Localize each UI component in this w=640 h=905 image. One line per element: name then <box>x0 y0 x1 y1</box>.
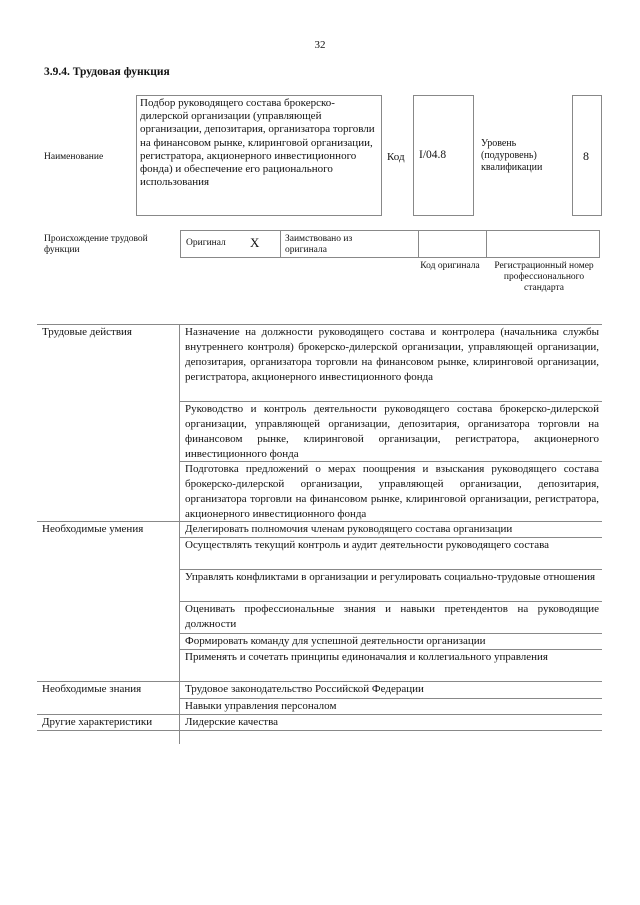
name-value: Подбор руководящего состава брокерско-дилерской организации (управляющей организации, депозитария, организатора торговли на финансовом рынке, клиринговой организации, регистратора, акционерного инвестиционного фонда) и обеспечение его рационального использования <box>140 97 375 189</box>
skill-item: Оценивать профессиональные знания и навыки претендентов на руководящие должности <box>185 603 599 630</box>
knowledge-item: Трудовое законодательство Российской Федерации <box>185 683 424 695</box>
code-original-label: Код оригинала <box>420 261 480 271</box>
skill-item: Делегировать полномочия членам руководящего состава организации <box>185 523 513 535</box>
borrowed-label: Заимствовано из оригинала <box>285 234 353 255</box>
original-label: Оригинал <box>186 238 226 248</box>
level-value: 8 <box>583 149 589 163</box>
labor-actions-label: Трудовые действия <box>42 326 132 338</box>
section-title: 3.9.4. Трудовая функция <box>44 66 170 78</box>
knowledge-label: Необходимые знания <box>42 683 142 695</box>
labor-function-table <box>37 324 602 744</box>
name-label: Наименование <box>44 152 104 162</box>
origin-table <box>180 230 600 258</box>
level-label: Уровень (подуровень) квалификации <box>481 138 543 173</box>
reg-number-label: Регистрационный номер профессионального стандарта <box>494 261 594 293</box>
other-item: Лидерские качества <box>185 716 279 728</box>
skill-item: Управлять конфликтами в организации и регулировать социально-трудовые отношения <box>185 571 596 583</box>
code-value: I/04.8 <box>419 149 447 161</box>
knowledge-item: Навыки управления персоналом <box>185 700 337 712</box>
skills-label: Необходимые умения <box>42 523 144 535</box>
page-number: 32 <box>314 39 326 51</box>
labor-action-item: Руководство и контроль деятельности руководящего состава брокерско-дилерской организации, управляющей организации, депозитария, организатора торговли на финансовом рынке, клиринговой организации, регистратора, акционерного инвестиционного фонда <box>185 403 599 460</box>
other-label: Другие характеристики <box>42 716 153 728</box>
skill-item: Формировать команду для успешной деятельности организации <box>185 635 486 647</box>
original-mark: X <box>250 235 260 250</box>
labor-action-item: Назначение на должности руководящего состава и контролера (начальника службы внутреннего контроля) брокерско-дилерской организации, управляющей организации, депозитария, организатора торговли на финансовом рынке, клиринговой организации, регистратора, акционерного инвестиционного фонда <box>185 326 599 383</box>
skill-item: Осуществлять текущий контроль и аудит деятельности руководящего состава <box>185 539 550 551</box>
skill-item: Применять и сочетать принципы единоначалия и коллегиального управления <box>185 651 548 663</box>
origin-label: Происхождение трудовой функции <box>44 234 148 255</box>
code-label: Код <box>387 151 405 163</box>
labor-action-item: Подготовка предложений о мерах поощрения и взыскания руководящего состава брокерско-дилерской организации, управляющей организации, депозитария, организатора торговли на финансовом рынке, клиринговой организации, регистратора, акционерного инвестиционного фонда <box>185 463 599 520</box>
